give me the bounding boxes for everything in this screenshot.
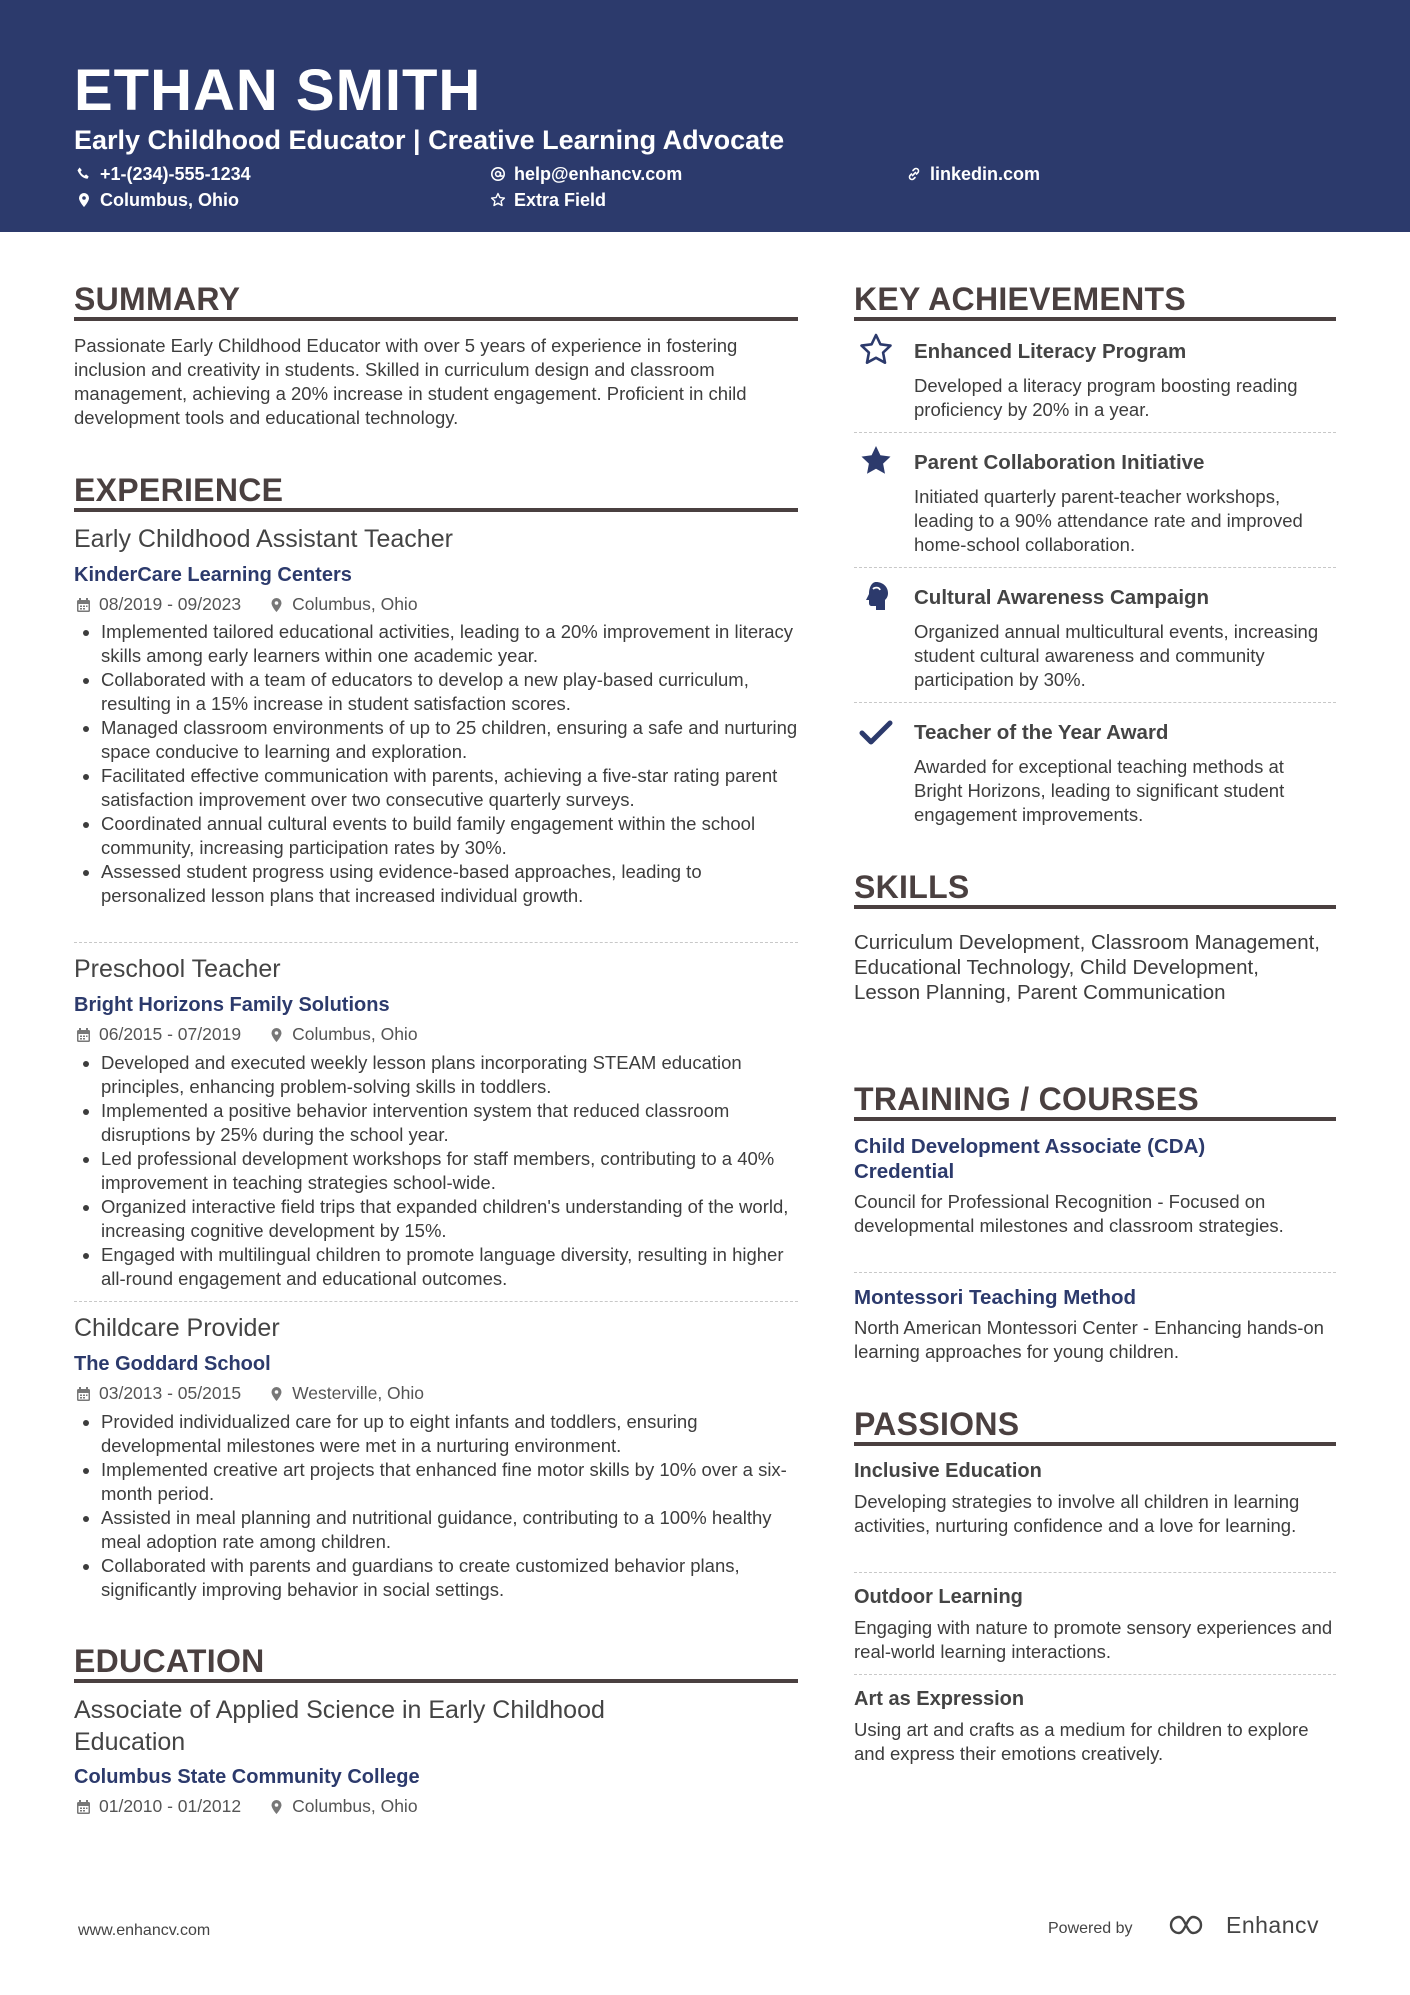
summary-heading: SUMMARY (74, 281, 241, 317)
job-dates: 06/2015 - 07/2019 (99, 1024, 242, 1044)
list-item: • Implemented tailored educational activities, leading to a 20% improvement in literacy skills among early learners within one academic year. (101, 620, 801, 668)
summary-text: Passionate Early Childhood Educator with over 5 years of experience in fostering inclusion and creativity in students. Skilled in curriculum design and classroom management, achieving a 20% increase in student engagement. Proficient in child development tools and educational technology. (74, 335, 747, 428)
education-location: Columbus, Ohio (292, 1796, 418, 1816)
training-heading: TRAINING / COURSES (854, 1081, 1199, 1117)
footer-url[interactable]: www.enhancv.com (78, 1922, 211, 1939)
location-pin-icon (269, 1027, 284, 1043)
education-dates: 01/2010 - 01/2012 (99, 1796, 242, 1816)
divider (74, 942, 798, 943)
divider (854, 1572, 1336, 1573)
experience-rule (74, 508, 798, 512)
passions-heading: PASSIONS (854, 1406, 1020, 1442)
job-bullets (74, 1410, 801, 1602)
job-dates: 03/2013 - 05/2015 (99, 1383, 242, 1403)
education-meta (76, 1798, 418, 1816)
job-meta (76, 596, 418, 614)
list-item: • Provided individualized care for up to eight infants and toddlers, ensuring developmental milestones were met in a nurturing environment. (101, 1410, 801, 1458)
achievement-title: Enhanced Literacy Program (914, 340, 1187, 363)
list-item: • Led professional development workshops for staff members, contributing to a 40% improvement in teaching strategies school-wide. (101, 1147, 801, 1195)
skills-rule (854, 905, 1336, 909)
job-location: Columbus, Ohio (292, 594, 418, 614)
achievement-title: Cultural Awareness Campaign (914, 586, 1210, 609)
enhancv-logo-icon (1168, 1912, 1204, 1938)
footer-powered-by: Powered by (1048, 1920, 1133, 1937)
footer-brand: Enhancv (1226, 1912, 1320, 1938)
star-icon (490, 192, 506, 208)
degree-title-line2: Education (74, 1728, 186, 1756)
company-name: KinderCare Learning Centers (74, 564, 352, 586)
school-name: Columbus State Community College (74, 1766, 420, 1788)
contact-email[interactable] (490, 165, 682, 183)
list-item: • Collaborated with a team of educators to develop a new play-based curriculum, resulting in a 15% increase in student satisfaction scores. (101, 668, 801, 716)
contact-extra (490, 191, 606, 209)
list-item: • Implemented creative art projects that enhanced fine motor skills by 10% over a six-month period. (101, 1458, 801, 1506)
degree-title-line1: Associate of Applied Science in Early Childhood (74, 1696, 605, 1724)
passion-title: Inclusive Education (854, 1460, 1042, 1482)
divider (854, 567, 1336, 568)
list-item: • Assessed student progress using evidence-based approaches, leading to personalized lesson plans that increased individual growth. (101, 860, 801, 908)
phone-icon (76, 166, 92, 182)
calendar-icon (76, 1386, 91, 1402)
achievements-heading: KEY ACHIEVEMENTS (854, 281, 1186, 317)
job-meta (76, 1385, 424, 1403)
job-location: Westerville, Ohio (292, 1383, 425, 1403)
location-pin-icon (269, 597, 284, 613)
job-bullets (74, 620, 801, 908)
achievement-desc: Organized annual multicultural events, increasing student cultural awareness and community participation by 30%. (914, 621, 1319, 690)
education-rule (74, 1679, 798, 1683)
location-pin-icon (76, 192, 92, 208)
passion-title: Art as Expression (854, 1688, 1025, 1710)
course-title: Child Development Associate (CDA) Credential (854, 1135, 1206, 1183)
passion-title: Outdoor Learning (854, 1586, 1023, 1608)
achievement-title: Teacher of the Year Award (914, 721, 1169, 744)
passion-desc: Using art and crafts as a medium for children to explore and express their emotions creatively. (854, 1719, 1309, 1764)
divider (854, 1674, 1336, 1675)
job-title: Early Childhood Assistant Teacher (74, 525, 453, 553)
email-text[interactable]: help@enhancv.com (514, 164, 683, 184)
location-pin-icon (269, 1386, 284, 1402)
passions-rule (854, 1442, 1336, 1446)
course-title: Montessori Teaching Method (854, 1286, 1137, 1309)
course-desc: Council for Professional Recognition - Focused on developmental milestones and classroom strategies. (854, 1191, 1284, 1236)
job-title: Preschool Teacher (74, 955, 281, 983)
job-dates: 08/2019 - 09/2023 (99, 594, 242, 614)
skills-heading: SKILLS (854, 869, 970, 905)
divider (854, 1272, 1336, 1273)
course-desc: North American Montessori Center - Enhancing hands-on learning approaches for young children. (854, 1317, 1324, 1362)
achievement-desc: Initiated quarterly parent-teacher workshops, leading to a 90% attendance rate and improved home-school collaboration. (914, 486, 1303, 555)
contact-linkedin[interactable] (906, 165, 1040, 183)
divider (854, 702, 1336, 703)
at-icon (490, 166, 506, 182)
candidate-title: Early Childhood Educator | Creative Learning Advocate (74, 125, 785, 155)
summary-rule (74, 317, 798, 321)
list-item: • Collaborated with parents and guardians to create customized behavior plans, significantly improving behavior in social settings. (101, 1554, 801, 1602)
extra-text: Extra Field (514, 190, 607, 210)
divider (74, 1301, 798, 1302)
list-item: • Managed classroom environments of up to 25 children, ensuring a safe and nurturing space conducive to learning and exploration. (101, 716, 801, 764)
passion-desc: Developing strategies to involve all children in learning activities, nurturing confidence and a love for learning. (854, 1491, 1300, 1536)
list-item: • Organized interactive field trips that expanded children's understanding of the world, increasing cognitive development by 15%. (101, 1195, 801, 1243)
contact-location (76, 191, 239, 209)
calendar-icon (76, 1799, 91, 1815)
list-item: • Developed and executed weekly lesson plans incorporating STEAM education principles, enhancing problem-solving skills in toddlers. (101, 1051, 801, 1099)
job-bullets (74, 1051, 801, 1291)
skills-text: Curriculum Development, Classroom Management, Educational Technology, Child Development, Lesson Planning, Parent Communication (854, 931, 1320, 1004)
contact-phone (76, 165, 251, 183)
calendar-icon (76, 597, 91, 613)
star-outline-icon (858, 332, 894, 368)
location-pin-icon (269, 1799, 284, 1815)
job-title: Childcare Provider (74, 1314, 280, 1342)
checkmark-icon (858, 714, 894, 750)
resume-header (0, 0, 1410, 232)
star-filled-icon (858, 443, 894, 479)
list-item: • Coordinated annual cultural events to build family engagement within the school community, increasing participation rates by 30%. (101, 812, 801, 860)
phone-text: +1-(234)-555-1234 (100, 164, 251, 184)
candidate-name: ETHAN SMITH (74, 58, 482, 123)
list-item: • Assisted in meal planning and nutritional guidance, contributing to a 100% healthy meal adoption rate among children. (101, 1506, 801, 1554)
divider (854, 432, 1336, 433)
linkedin-text[interactable]: linkedin.com (930, 164, 1041, 184)
location-text: Columbus, Ohio (100, 190, 239, 210)
job-meta (76, 1026, 418, 1044)
training-rule (854, 1117, 1336, 1121)
achievement-desc: Developed a literacy program boosting reading proficiency by 20% in a year. (914, 375, 1298, 420)
list-item: • Engaged with multilingual children to promote language diversity, resulting in higher all-round engagement and educational outcomes. (101, 1243, 801, 1291)
company-name: The Goddard School (74, 1353, 271, 1375)
achievements-rule (854, 317, 1336, 321)
list-item: • Facilitated effective communication with parents, achieving a five-star rating parent satisfaction improvement over two consecutive quarterly surveys. (101, 764, 801, 812)
achievement-desc: Awarded for exceptional teaching methods at Bright Horizons, leading to significant student engagement improvements. (914, 756, 1285, 825)
calendar-icon (76, 1027, 91, 1043)
head-icon (858, 579, 894, 615)
education-heading: EDUCATION (74, 1643, 265, 1679)
list-item: • Implemented a positive behavior intervention system that reduced classroom disruptions by 25% during the school year. (101, 1099, 801, 1147)
experience-heading: EXPERIENCE (74, 472, 284, 508)
passion-desc: Engaging with nature to promote sensory experiences and real-world learning interactions. (854, 1617, 1333, 1662)
company-name: Bright Horizons Family Solutions (74, 994, 390, 1016)
job-location: Columbus, Ohio (292, 1024, 418, 1044)
achievement-title: Parent Collaboration Initiative (914, 451, 1205, 474)
link-icon (906, 166, 922, 182)
